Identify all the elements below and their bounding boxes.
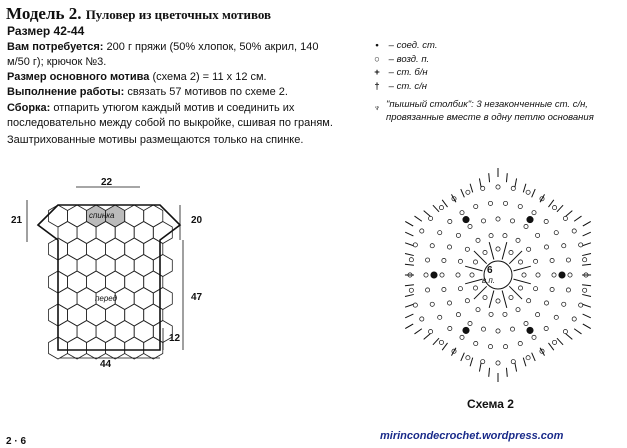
border-stitch: [405, 324, 413, 329]
legend-item-double: † – ст. с/н: [368, 81, 427, 92]
hexagon-motif: [77, 321, 96, 343]
chain-stitch: [518, 341, 522, 345]
chain-stitch: [442, 287, 446, 291]
chain-stitch: [473, 286, 477, 290]
watermark: mirincondecrochet.wordpress.com: [380, 430, 564, 442]
border-stitch: [506, 368, 507, 377]
border-stitch: [461, 353, 465, 361]
border-stitch: [405, 264, 414, 265]
hexagon-motif: [125, 304, 144, 326]
chain-stitch: [496, 361, 500, 365]
motif-diagram: [383, 160, 613, 390]
single-crochet-icon: +: [374, 67, 380, 78]
chain-stitch: [476, 308, 480, 312]
page-mark: 2 · 6: [6, 436, 27, 447]
puff-stitch: [463, 327, 469, 333]
hexagon-motif: [115, 255, 134, 277]
chain-stitch: [536, 273, 540, 277]
chain-stitch: [550, 287, 554, 291]
border-stitch: [405, 314, 413, 318]
chain-stitch: [526, 356, 530, 360]
chain-stitch: [568, 273, 572, 277]
border-stitch: [405, 254, 414, 256]
chain-stitch: [456, 273, 460, 277]
border-stitch: [523, 184, 526, 193]
garment-outline: [38, 205, 180, 350]
chain-stitch: [579, 303, 583, 307]
hexagon-motif: [77, 255, 96, 277]
chain-stitch: [583, 288, 587, 292]
border-stitch: [479, 178, 481, 187]
hexagon-motif: [125, 271, 144, 293]
chain-stitch: [424, 273, 428, 277]
hexagon-motif: [134, 222, 153, 244]
back-label: спинка: [89, 211, 115, 220]
chain-stitch: [473, 260, 477, 264]
chain-stitch: [428, 329, 432, 333]
chain-stitch: [481, 219, 485, 223]
border-stitch: [532, 189, 536, 197]
chain-stitch: [489, 234, 493, 238]
chain-stitch: [544, 245, 548, 249]
chain-stitch: [509, 250, 513, 254]
puff-stitch: [527, 327, 533, 333]
chain-stitch: [442, 258, 446, 262]
chain-stitch: [503, 234, 507, 238]
hexagon-motif: [106, 304, 125, 326]
chain-stitch: [562, 302, 566, 306]
chain-stitch: [488, 201, 492, 205]
chain-stitch: [476, 238, 480, 242]
chain-stitch: [496, 329, 500, 333]
border-stitch: [405, 294, 414, 296]
chain-stitch: [532, 335, 536, 339]
dim-right-top-label: 20: [191, 215, 203, 226]
chain-stitch: [544, 326, 548, 330]
center-count: 6: [487, 265, 493, 276]
border-stitch: [583, 232, 591, 236]
chain-stitch: [474, 204, 478, 208]
border-stitch: [405, 304, 414, 307]
model-name: Пуловер из цветочных мотивов: [85, 7, 272, 22]
size-line: Размер 42-44: [7, 24, 85, 38]
chain-stitch: [438, 231, 442, 235]
hexagon-motif: [106, 238, 125, 260]
chain-stitch: [503, 201, 507, 205]
assembly-value: отпарить утюгом каждый мотив и соединить их последовательно между собой по выкройке, сшивая по граням.: [7, 102, 333, 129]
chain-stitch: [518, 260, 522, 264]
chain-stitch: [566, 258, 570, 262]
chain-stitch: [439, 340, 443, 344]
hexagon-motif: [125, 238, 144, 260]
chain-stitch: [518, 286, 522, 290]
chain-stitch: [554, 231, 558, 235]
border-stitch: [506, 173, 507, 182]
hexagon-motif: [68, 304, 87, 326]
border-stitch: [470, 358, 473, 367]
chain-stitch: [524, 321, 528, 325]
chain-stitch: [460, 211, 464, 215]
border-stitch: [405, 232, 413, 236]
chain-stitch: [563, 329, 567, 333]
chain-stitch: [448, 219, 452, 223]
puff-stitch: [463, 216, 469, 222]
chain-stitch: [554, 315, 558, 319]
border-stitch: [583, 314, 591, 318]
border-stitch: [470, 184, 473, 193]
border-stitch: [566, 333, 573, 339]
chain-stitch: [488, 345, 492, 349]
puff-stitch: [431, 272, 437, 278]
dim-left-label: 21: [11, 215, 23, 226]
chain-stitch: [458, 259, 462, 263]
chain-stitch: [496, 247, 500, 251]
legend-item-chain: ○ – возд. п.: [368, 54, 429, 65]
chain-stitch: [532, 211, 536, 215]
chain-stitch: [572, 317, 576, 321]
chain-stitch: [448, 326, 452, 330]
chain-stitch: [413, 243, 417, 247]
chain-stitch: [420, 229, 424, 233]
border-stitch: [433, 338, 439, 345]
hexagon-motif: [68, 337, 87, 359]
hexagon-motif: [87, 304, 106, 326]
chain-stitch: [483, 295, 487, 299]
hexagon-motif: [87, 271, 106, 293]
double-crochet-stitch: [489, 290, 494, 307]
work-value: связать 57 мотивов по схеме 2.: [127, 86, 288, 98]
border-stitch: [479, 363, 481, 372]
border-stitch: [582, 243, 591, 246]
hexagon-motif: [87, 238, 106, 260]
motif-size-value: (схема 2) = 11 х 12 см.: [152, 71, 267, 83]
border-stitch: [582, 294, 591, 296]
chain-stitch: [483, 250, 487, 254]
hexagon-motif: [153, 288, 172, 310]
hexagon-motif: [96, 255, 115, 277]
center-unit: в.п.: [482, 276, 496, 285]
chain-stitch: [510, 327, 514, 331]
double-crochet-stitch: [465, 279, 482, 284]
chain-stitch: [550, 258, 554, 262]
materials-value: 200 г пряжи (50% хлопок, 50% акрил, 140 м/50 г); крючок №3.: [7, 41, 319, 68]
chain-stitch: [466, 356, 470, 360]
chain-stitch: [465, 299, 469, 303]
chain-stitch: [563, 216, 567, 220]
border-stitch: [523, 358, 526, 367]
hexagon-motif: [134, 288, 153, 310]
chain-stitch: [566, 288, 570, 292]
border-stitch: [414, 329, 421, 334]
hexagon-motif: [68, 205, 87, 227]
chain-stitch: [510, 219, 514, 223]
border-stitch: [414, 216, 421, 221]
hexagon-motif: [58, 255, 77, 277]
double-crochet-stitch: [465, 266, 482, 271]
border-stitch: [557, 338, 563, 345]
legend-item-puff: ♆ "пышный столбик": 3 незаконченные ст. с/н, провязанные вместе в одну петлю основания: [368, 98, 627, 124]
chain-stitch: [470, 273, 474, 277]
dim-right-mid-label: 47: [191, 292, 203, 303]
border-stitch: [557, 205, 563, 212]
border-stitch: [515, 363, 517, 372]
chain-stitch: [468, 321, 472, 325]
hexagon-motif: [96, 321, 115, 343]
chain-stitch: [524, 224, 528, 228]
double-crochet-stitch: [489, 242, 494, 259]
border-stitch: [574, 216, 581, 221]
double-crochet-stitch: [513, 279, 530, 284]
border-stitch: [532, 353, 536, 361]
hexagon-motif: [115, 288, 134, 310]
chain-stitch: [439, 205, 443, 209]
chain-stitch: [489, 312, 493, 316]
hexagon-motif: [115, 321, 134, 343]
border-stitch: [461, 189, 465, 197]
border-stitch: [405, 222, 413, 227]
chain-stitch: [503, 312, 507, 316]
border-stitch: [424, 211, 431, 217]
assembly-label: Сборка:: [7, 102, 51, 114]
chain-stitch: [447, 245, 451, 249]
hexagon-motif: [144, 205, 163, 227]
border-stitch: [405, 243, 414, 246]
double-crochet-stitch: [502, 242, 507, 259]
hexagon-motif: [134, 255, 153, 277]
border-stitch: [582, 264, 591, 265]
chain-stitch: [496, 185, 500, 189]
chain-stitch: [516, 238, 520, 242]
dim-top-label: 22: [101, 177, 113, 188]
double-crochet-stitch: [502, 290, 507, 307]
chain-stitch-icon: ○: [374, 54, 380, 65]
chain-stitch: [496, 299, 500, 303]
hexagon-motif: [77, 288, 96, 310]
chain-stitch: [496, 217, 500, 221]
slip-stitch-icon: •: [375, 40, 379, 51]
double-crochet-icon: †: [374, 81, 380, 92]
chain-stitch: [425, 288, 429, 292]
border-stitch: [424, 333, 431, 339]
hexagon-motif: [68, 238, 87, 260]
chain-stitch: [518, 204, 522, 208]
border-stitch: [583, 222, 591, 227]
chain-stitch: [474, 341, 478, 345]
front-label: перед: [95, 294, 118, 303]
chain-stitch: [526, 190, 530, 194]
chain-stitch: [481, 327, 485, 331]
double-crochet-stitch: [513, 266, 530, 271]
chain-stitch: [572, 229, 576, 233]
hexagon-motif: [58, 321, 77, 343]
motif-size-label: Размер основного мотива: [7, 71, 150, 83]
chain-stitch: [509, 295, 513, 299]
dim-right-low-label: 12: [169, 333, 181, 344]
shaded-note: Заштрихованные мотивы размещаются только на спинке.: [7, 134, 304, 146]
puff-stitch: [559, 272, 565, 278]
chain-stitch: [430, 302, 434, 306]
chain-stitch: [460, 335, 464, 339]
hexagon-motif: [134, 321, 153, 343]
border-stitch: [489, 368, 490, 377]
border-stitch: [582, 254, 591, 256]
model-number: Модель 2.: [6, 4, 82, 23]
border-stitch: [582, 304, 591, 307]
chain-stitch: [447, 301, 451, 305]
chain-stitch: [535, 233, 539, 237]
border-stitch: [433, 205, 439, 212]
legend-item-slip: • – соед. ст.: [368, 40, 438, 51]
chain-stitch: [552, 340, 556, 344]
border-stitch: [489, 173, 490, 182]
dim-bottom-label: 44: [100, 359, 112, 370]
work-label: Выполнение работы:: [7, 86, 125, 98]
chain-stitch: [533, 287, 537, 291]
puff-stitch: [527, 216, 533, 222]
chain-stitch: [579, 243, 583, 247]
legend-item-single: + – ст. б/н: [368, 67, 428, 78]
border-stitch: [574, 329, 581, 334]
chain-stitch: [544, 301, 548, 305]
chain-stitch: [458, 287, 462, 291]
hexagon-motif: [125, 337, 144, 359]
hexagon-motif: [125, 205, 144, 227]
scheme-caption: Схема 2: [467, 397, 514, 411]
hexagon-grid: [49, 205, 173, 359]
border-stitch: [515, 178, 517, 187]
chain-stitch: [430, 244, 434, 248]
chain-stitch: [409, 288, 413, 292]
chain-stitch: [516, 308, 520, 312]
chain-stitch: [440, 273, 444, 277]
chain-stitch: [466, 190, 470, 194]
border-stitch: [583, 324, 591, 329]
chain-stitch: [583, 258, 587, 262]
hexagon-motif: [68, 271, 87, 293]
chain-stitch: [456, 233, 460, 237]
hexagon-motif: [58, 222, 77, 244]
border-stitch: [566, 211, 573, 217]
border-stitch: [405, 285, 414, 286]
chain-stitch: [552, 205, 556, 209]
chain-stitch: [468, 224, 472, 228]
hexagon-motif: [106, 337, 125, 359]
chain-stitch: [527, 299, 531, 303]
chain-stitch: [552, 273, 556, 277]
chain-stitch: [456, 312, 460, 316]
chain-stitch: [533, 259, 537, 263]
chain-stitch: [503, 345, 507, 349]
hexagon-motif: [49, 205, 68, 227]
chain-stitch: [428, 216, 432, 220]
hexagon-motif: [106, 271, 125, 293]
puff-stitch-icon: ♆: [373, 103, 381, 114]
border-stitch: [582, 285, 591, 286]
chain-stitch: [409, 258, 413, 262]
chain-stitch: [425, 258, 429, 262]
hexagon-motif: [153, 255, 172, 277]
chain-stitch: [544, 219, 548, 223]
chain-stitch: [527, 247, 531, 251]
hexagon-motif: [58, 288, 77, 310]
chain-stitch: [465, 247, 469, 251]
chain-stitch: [535, 312, 539, 316]
chain-stitch: [413, 303, 417, 307]
chain-stitch: [562, 244, 566, 248]
chain-stitch: [438, 315, 442, 319]
hexagon-motif: [87, 337, 106, 359]
chain-stitch: [420, 317, 424, 321]
chain-stitch: [522, 273, 526, 277]
materials-label: Вам потребуется:: [7, 41, 104, 53]
